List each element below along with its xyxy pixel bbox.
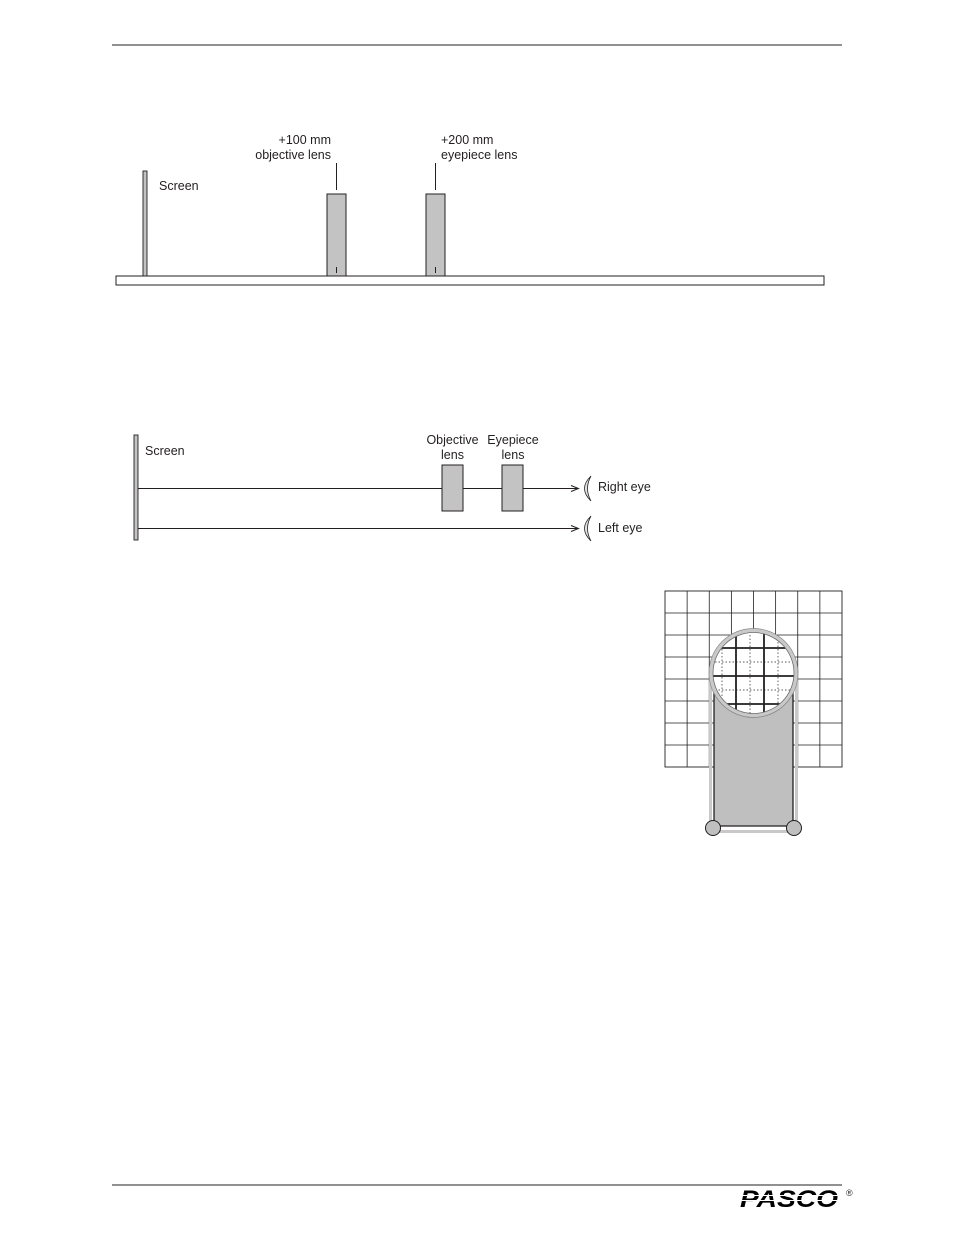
pasco-logo bbox=[738, 1186, 853, 1213]
objective-label-line1: Objective bbox=[426, 433, 479, 447]
objective-label-line2: lens bbox=[441, 448, 464, 462]
screen-panel bbox=[143, 171, 147, 276]
eyepiece-name-label: eyepiece lens bbox=[441, 148, 518, 162]
objective-name-label: objective lens bbox=[255, 148, 331, 162]
registered-mark: ® bbox=[846, 1188, 853, 1198]
left-eye-label: Left eye bbox=[598, 521, 643, 535]
figure-viewing-diagram bbox=[134, 433, 651, 541]
screen-label: Screen bbox=[145, 444, 185, 458]
left-eye-icon bbox=[585, 516, 592, 541]
pasco-logo-text: PASCO bbox=[740, 1186, 839, 1213]
eyepiece-label-line1: Eyepiece bbox=[487, 433, 539, 447]
screen-panel bbox=[134, 435, 138, 540]
eyepiece-label-line2: lens bbox=[501, 448, 525, 462]
lens-ring bbox=[711, 631, 796, 716]
eyepiece-power-label: +200 mm bbox=[441, 133, 494, 147]
eyepiece-lens bbox=[502, 465, 523, 511]
holder-right-knob bbox=[787, 821, 802, 836]
right-eye-icon bbox=[585, 476, 592, 501]
figure-bench-setup bbox=[116, 133, 824, 285]
objective-lens-holder bbox=[327, 194, 346, 276]
right-eye-label: Right eye bbox=[598, 480, 651, 494]
screen-label: Screen bbox=[159, 179, 199, 193]
optical-bench bbox=[116, 276, 824, 285]
holder-left-knob bbox=[706, 821, 721, 836]
figure-lens-over-grid bbox=[665, 591, 842, 836]
eyepiece-lens-holder bbox=[426, 194, 445, 276]
objective-lens bbox=[442, 465, 463, 511]
objective-power-label: +100 mm bbox=[278, 133, 331, 147]
